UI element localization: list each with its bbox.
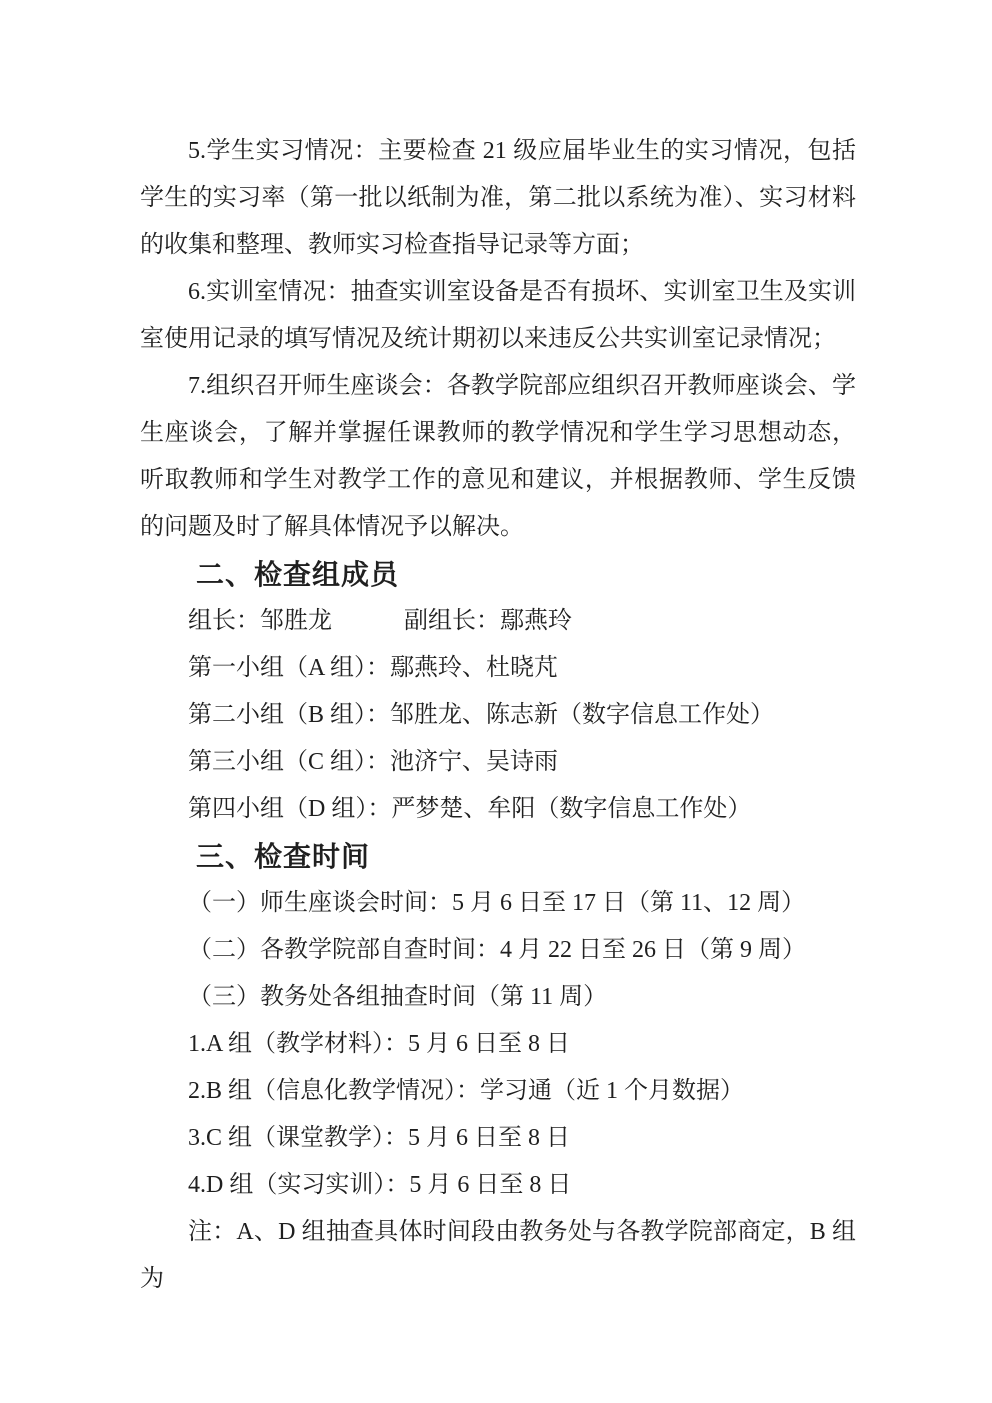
- line-group-a-members: 第一小组（A 组）：鄢燕玲、杜晓芃: [188, 655, 559, 681]
- line-group-c-members: 第三小组（C 组）：池济宁、吴诗雨: [188, 749, 559, 775]
- line-time-group-c: 3.C 组（课堂教学）：5 月 6 日至 8 日: [188, 1125, 571, 1151]
- para-student-internship: 5.学生实习情况：主要检查 21 级应届毕业生的实习情况，包括学生的实习率（第一批以纸制为准，第二批以系统为准）、实习材料的收集和整理、教师实习检查指导记录等方面；: [140, 138, 856, 258]
- heading-inspection-team-members: 二、检查组成员: [196, 559, 400, 590]
- line-time-symposium: （一）师生座谈会时间：5 月 6 日至 17 日（第 11、12 周）: [188, 890, 806, 916]
- line-time-group-a: 1.A 组（教学材料）：5 月 6 日至 8 日: [188, 1031, 571, 1057]
- line-team-leaders: 组长：邹胜龙 副组长：鄢燕玲: [188, 608, 572, 634]
- heading-inspection-time: 三、检查时间: [196, 841, 371, 872]
- para-training-room: 6.实训室情况：抽查实训室设备是否有损坏、实训室卫生及实训室使用记录的填写情况及统计期初以来违反公共实训室记录情况；: [140, 279, 856, 352]
- line-group-b-members: 第二小组（B 组）：邹胜龙、陈志新（数字信息工作处）: [188, 702, 775, 728]
- line-time-spot-check: （三）教务处各组抽查时间（第 11 周）: [188, 984, 608, 1010]
- para-symposium: 7.组织召开师生座谈会：各教学院部应组织召开教师座谈会、学生座谈会，了解并掌握任课教师的教学情况和学生学习思想动态，听取教师和学生对教学工作的意见和建议，并根据教师、学生反馈的问题及时了解具体情况予以解决。: [140, 373, 856, 540]
- line-time-self-check: （二）各教学院部自查时间：4 月 22 日至 26 日（第 9 周）: [188, 937, 806, 963]
- line-time-group-b: 2.B 组（信息化教学情况）：学习通（近 1 个月数据）: [188, 1078, 745, 1104]
- line-note: 注：A、D 组抽查具体时间段由教务处与各教学院部商定，B 组为: [140, 1219, 856, 1292]
- line-time-group-d: 4.D 组（实习实训）：5 月 6 日至 8 日: [188, 1172, 572, 1198]
- line-group-d-members: 第四小组（D 组）：严梦楚、牟阳（数字信息工作处）: [188, 796, 752, 822]
